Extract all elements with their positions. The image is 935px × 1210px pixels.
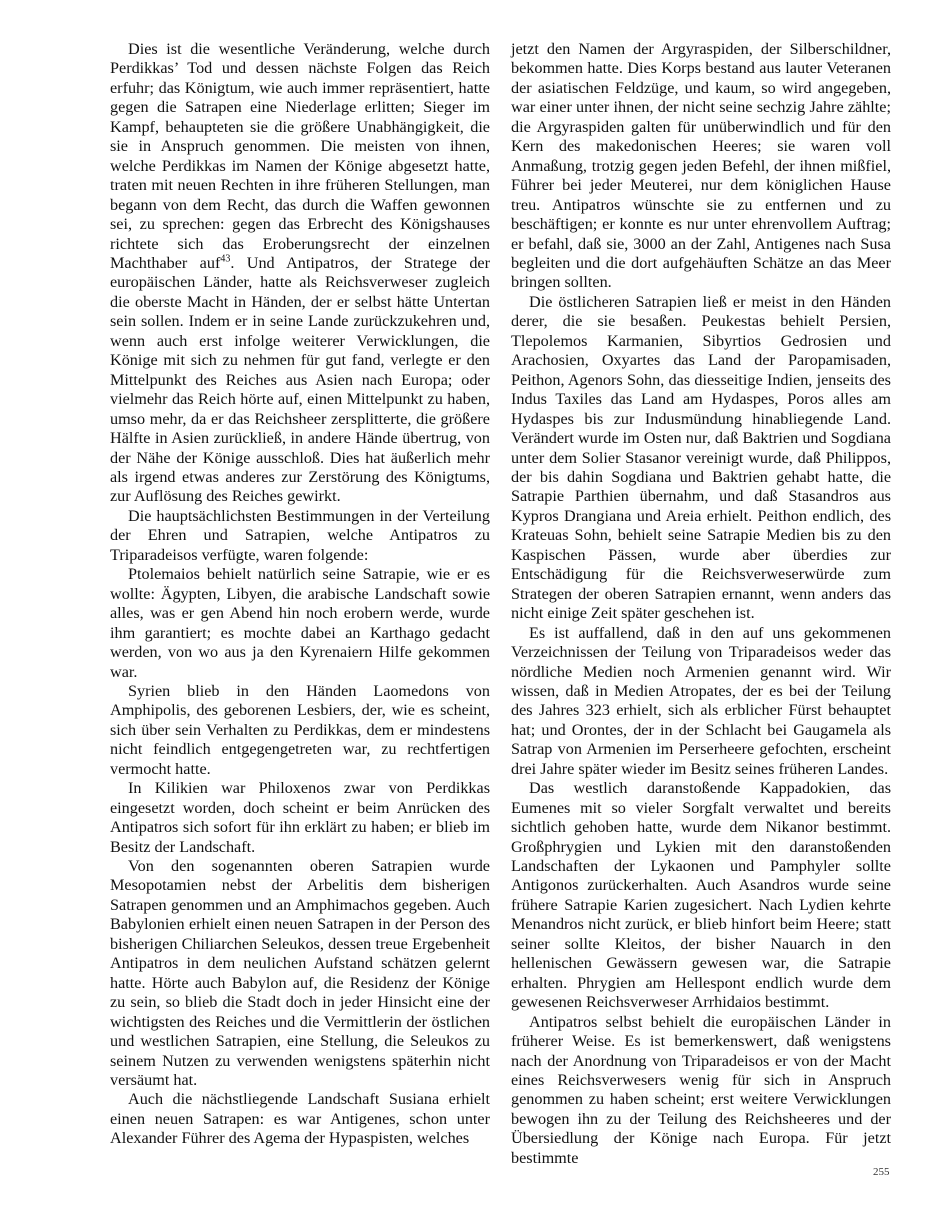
paragraph: Das westlich daranstoßende Kappadokien, das Eumenes mit so vieler Sorgfalt verwaltet und bereits sichtlich gehoben hatte, wurde dem Nikanor bestimmt. Großphrygien und Lykien mit den daranstoßenden Landschaften der Lykaonen und Pamphyler sollte Antigonos zurückerhalten. Auch Asandros wurde seine frühere Satrapie Karien zugesichert. Nach Lydien kehrte Menandros nicht zurück, er blieb hinfort beim Heere; statt seiner sollte Kleitos, der bisher Nauarch in den hellenischen Gewässern gewesen war, die Satrapie erhalten. Phrygien am Hellespont endlich wurde dem gewesenen Reichsverweser Arrhidaios bestimmt. (511, 779, 891, 1012)
paragraph: Die östlicheren Satrapien ließ er meist in den Händen derer, die sie besaßen. Peukestas behielt Persien, Tlepolemos Karmanien, Sibyrtios Gedrosien und Arachosien, Oxyartes das Land der Paropamisaden, Peithon, Agenors Sohn, das diesseitige Indien, jenseits des Indus Taxiles das Land am Hydaspes, Poros alles am Hydaspes bis zur Indusmündung hinabliegende Land. Verändert wurde im Osten nur, daß Baktrien und Sogdiana unter dem Solier Stasanor vereinigt wurde, daß Philippos, der bis dahin Sogdiana und Baktrien gehabt hatte, die Satrapie Parthien übernahm, und daß Stasandros aus Kypros Drangiana und Areia erhielt. Peithon endlich, des Krateuas Sohn, behielt seine Satrapie Medien bis zu den Kaspischen Pässen, wurde aber überdies zur Entschädigung für die Reichsverweserwürde zum Strategen der oberen Satrapien ernannt, wenn anders das nicht einige Zeit später geschehen ist. (511, 292, 891, 623)
paragraph (110, 40, 490, 507)
page-number: 255 (873, 1166, 890, 1178)
paragraph-continuation: jetzt den Namen der Argyraspiden, der Silberschildner, bekommen hatte. Dies Korps bestand aus lauter Veteranen der asiatischen Feldzüge, und kaum, so wird angegeben, war einer unter ihnen, der nicht seine sechzig Jahre zählte; die Argyraspiden galten für unüberwindlich und für den Kern des makedonischen Heeres; sie waren voll Anmaßung, trotzig gegen jeden Befehl, der ihnen mißfiel, Führer bei jeder Meuterei, nur dem königlichen Hause treu. Antipatros wünschte sie zu entfernen und zu beschäftigen; er konnte es nur unter ehrenvollem Auftrag; er befahl, daß sie, 3000 an der Zahl, Antigenes nach Susa begleiten und die dort aufgehäuften Schätze an das Meer bringen sollten. (511, 40, 891, 292)
paragraph: Ptolemaios behielt natürlich seine Satrapie, wie er es wollte: Ägypten, Libyen, die arabische Landschaft sowie alles, was er gen Abend hin noch erobern werde, wurde ihm garantiert; es mochte dabei an Karthago gedacht werden, von wo aus ja den Kyrenaiern Hilfe gekommen war. (110, 565, 490, 681)
right-text-column (511, 40, 891, 1168)
footnote-reference[interactable]: 43 (220, 253, 231, 265)
paragraph: Syrien blieb in den Händen Laomedons von Amphipolis, des geborenen Lesbiers, der, wie es scheint, sich über sein Verhalten zu Perdikkas, dem er mindestens nicht feindlich entgegengetreten war, zu rechtfertigen vermocht hatte. (110, 681, 490, 778)
paragraph-text: . Und Antipatros, der Stratege der europäischen Länder, hatte als Reichsverweser zugleich die oberste Macht in Händen, der er selbst hätte Untertan sein sollen. Indem er in seine Lande zurückzukehren und, wenn auch erst infolge weiterer Verwicklungen, die Könige mit sich zu nehmen für gut fand, verlegte er den Mittelpunkt des Reiches aus Asien nach Europa; oder vielmehr das Reich hörte auf, einen Mittelpunkt zu haben, umso mehr, da er das Reichsheer zersplitterte, die größere Hälfte in Asien zurückließ, in andere Hände übertrug, von der Nähe der Könige ausschloß. Dies hat äußerlich mehr als irgend etwas anderes zur Zerstörung des Königtums, zur Auflösung des Reiches gewirkt. (110, 253, 490, 506)
paragraph: In Kilikien war Philoxenos zwar von Perdikkas eingesetzt worden, doch scheint er beim Anrücken des Antipatros sich sofort für ihn erklärt zu haben; er blieb im Besitz der Landschaft. (110, 779, 490, 856)
paragraph: Die hauptsächlichsten Bestimmungen in der Verteilung der Ehren und Satrapien, welche Antipatros zu Triparadeisos verfügte, waren folgende: (110, 506, 490, 564)
left-text-column (110, 40, 490, 1149)
paragraph: Auch die nächstliegende Landschaft Susiana erhielt einen neuen Satrapen: es war Antigenes, schon unter Alexander Führer des Agema der Hypaspisten, welches (110, 1090, 490, 1148)
paragraph: Antipatros selbst behielt die europäischen Länder in früherer Weise. Es ist bemerkenswert, daß wenigstens nach der Anordnung von Triparadeisos er von der Macht eines Reichsverwesers wenig für sich in Anspruch genommen zu haben scheint; erst weitere Verwicklungen bewogen ihn zu der Teilung des Reichsheeres und der Übersiedlung der Könige nach Europa. Für jetzt bestimmte (511, 1012, 891, 1167)
paragraph: Es ist auffallend, daß in den auf uns gekommenen Verzeichnissen der Teilung von Triparadeisos weder das nördliche Medien noch Armenien genannt wird. Wir wissen, daß in Medien Atropates, der es bei der Teilung des Jahres 323 erhielt, sich als erblicher Fürst behauptet hat; und Orontes, der in der Schlacht bei Gaugamela als Satrap von Armenien im Perserheere gefochten, erscheint drei Jahre später wieder im Besitz seines früheren Landes. (511, 623, 891, 778)
paragraph-text: Dies ist die wesentliche Veränderung, welche durch Perdikkas’ Tod und dessen nächste Folgen das Reich erfuhr; das Königtum, wie auch immer repräsentiert, hatte gegen die Satrapen eine Niederlage erlitten; Sieger im Kampf, behaupteten sie die größere Unabhängigkeit, die sie in Anspruch genommen. Die meisten von ihnen, welche Perdikkas im Namen der Könige abgesetzt hatte, traten mit neuen Rechten in ihre früheren Stellungen, man begann von dem Recht, das durch die Waffen gewonnen sei, zu sprechen: gegen das Erbrecht des Königshauses richtete sich das Eroberungsrecht der einzelnen Machthaber auf (110, 40, 490, 272)
paragraph: Von den sogenannten oberen Satrapien wurde Mesopotamien nebst der Arbelitis dem bisherigen Satrapen genommen und an Amphimachos gegeben. Auch Babylonien erhielt einen neuen Satrapen in der Person des bisherigen Chiliarchen Seleukos, dessen treue Ergebenheit Antipatros in dem neulichen Aufstand schätzen gelernt hatte. Hörte auch Babylon auf, die Residenz der Könige zu sein, so blieb die Stadt doch in jeder Hinsicht eine der wichtigsten des Reiches und die Vermittlerin der östlichen und westlichen Satrapien, eine Stellung, die Seleukos zu seinem Nutzen zu verwenden wenigstens späterhin nicht versäumt hat. (110, 857, 490, 1090)
